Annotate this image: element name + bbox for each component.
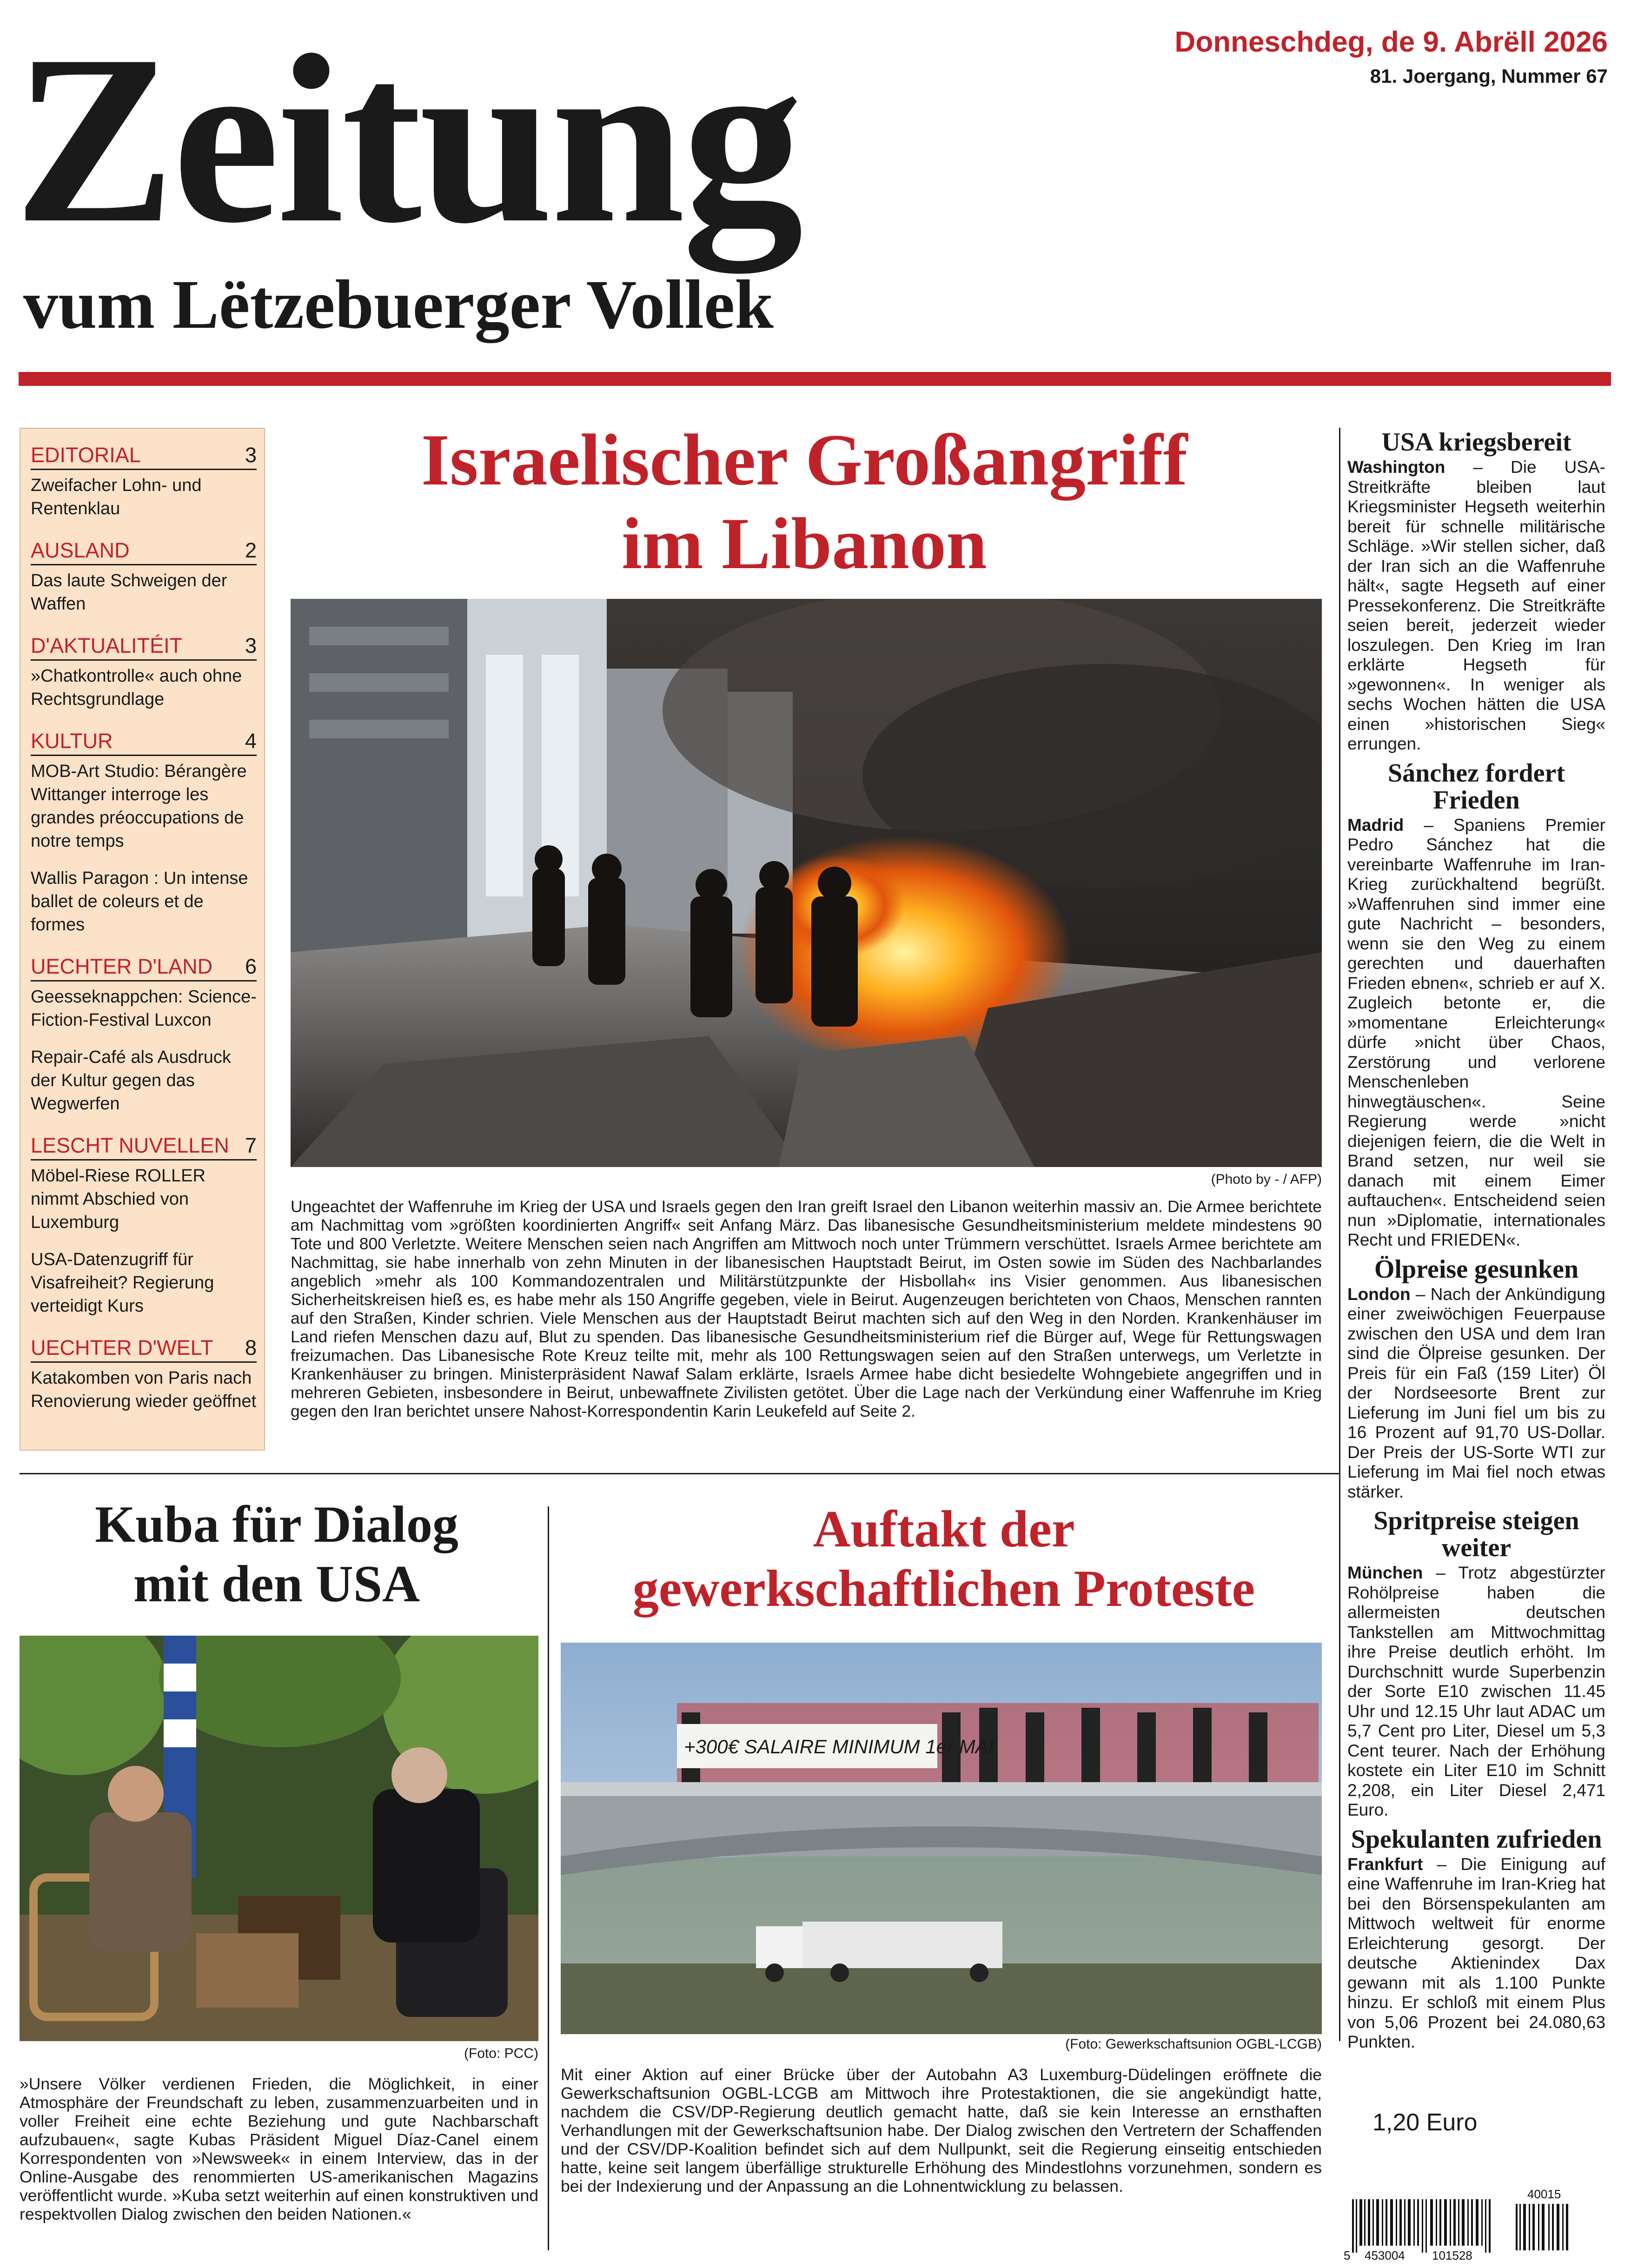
lead-headline-line2: im Libanon: [622, 503, 987, 584]
index-section-title: D'AKTUALITÉIT: [31, 634, 183, 657]
index-page: 4: [245, 729, 257, 753]
table-of-contents: [20, 428, 265, 1451]
kuba-headline-line1: Kuba für Dialog: [94, 1496, 459, 1553]
brief-item[interactable]: [1347, 429, 1605, 754]
index-page: 7: [245, 1134, 257, 1157]
index-section[interactable]: [31, 1335, 257, 1413]
brief-headline: Spritpreise steigen weiter: [1373, 1506, 1579, 1562]
index-item: Geesseknappchen: Science-Fiction-Festival Luxcon: [31, 987, 257, 1030]
brief-headline: Ölpreise gesunken: [1374, 1254, 1579, 1284]
barcode-digit: 5: [1344, 2248, 1351, 2262]
index-item: Zweifacher Lohn- und Rentenklau: [31, 476, 202, 518]
brief-dateline: Washington: [1347, 458, 1445, 477]
proteste-photo-credit: (Foto: Gewerkschaftsunion OGBL-LCGB): [1065, 2036, 1322, 2052]
lead-headline-line1: Israelischer Großangriff: [421, 419, 1188, 501]
kuba-headline[interactable]: [19, 1495, 535, 1614]
proteste-body: Mit einer Aktion auf einer Brücke über der Autobahn A3 Luxemburg-Düdelingen eröffnete die Gewerkschaftsunion OGBL-LCGB am Mittwoch ihre Protestaktionen, die sie angekündigt hatte, nachdem die CSV/DP-Regierung deutlich gemacht hatte, daß sie kein Interesse an ernsthaften Verhandlungen mit der Gewerkschaftsunion habe. Der Dialog zwischen den Vertretern der Schaffenden und der CSV/DP-Koalition befindet sich auf dem Nullpunkt, seit die Regierung einseitig entschieden hatte, keine seit langem überfällige strukturelle Erhöhung des Mindestlohns vorzunehmen, sondern es bei der Indexierung und der Anpassung an die Lohnentwicklung zu belassen.: [561, 2065, 1322, 2195]
brief-dateline: Madrid: [1347, 815, 1404, 835]
index-page: 3: [245, 634, 257, 657]
index-item: Möbel-Riese ROLLER nimmt Abschied von Luxemburg: [31, 1166, 206, 1232]
brief-headline: Spekulanten zufrieden: [1351, 1824, 1602, 1854]
cover-price: 1,20 Euro: [1372, 2109, 1478, 2136]
index-section-title: EDITORIAL: [31, 443, 141, 467]
brief-text: – Die Einigung auf eine Waffenruhe im Iran-Krieg hat bei den Börsenspekulanten am Mittwoch weltweit für enorme Erleichterung gesorgt. Der deutsche Aktienindex Dax gewann mit als 1.100 Punkte hinzu. Er schloß mit einem Plus von 5,06 Prozent bei 24.080,63 Punkten.: [1347, 1854, 1605, 2051]
lead-body: Ungeachtet der Waffenruhe im Krieg der USA und Israels gegen den Iran greift Israel den Libanon weiterhin massiv an. Die Armee berichtete am Nachmittag vom »größten koordinierten Angriff« seit Anfang März. Das libanesische Gesundheitsministerium meldete mindestens 90 Tote und 800 Verletzte. Weitere Menschen seien nach Angriffen am Mittwoch noch unter Trümmern verschüttet. Israels Armee berichtete am Nachmittag, sie habe innerhalb von zehn Minuten in der libanesischen Hauptstadt Beirut, im Osten sowie im Süden des Nachbarlandes angeblich »mehr als 100 Kommandozentralen und Militärstützpunkte der Hisbollah« ins Visier genommen. Aus libanesischen Sicherheitskreisen hieß es, es habe mehr als 150 Angriffe gegeben, viele in Beirut. Augenzeugen berichteten von Chaos, Menschen rannten auf den Straßen, Kinder schrien. Viele Menschen aus der Hauptstadt Beirut machten sich auf den Weg in den Norden. Krankenhäuser im Land riefen Menschen dazu auf, Blut zu spenden. Das libanesische Gesundheitsministerium rief die Bürger auf, Wege für Rettungswagen freizumachen. Das Libanesische Rote Kreuz teilte mit, mehr als 100 Rettungswagen seien auf den Straßen unterwegs, um Verletzte in Krankenhäuser zu bringen. Ministerpräsident Nawaf Salam erklärte, Israels Armee habe dicht besiedelte Wohngebiete angegriffen und in mehreren Gebieten, insbesondere in Beirut, unbewaffnete Zivilisten getötet. Über die Lage nach der Verkündung einer Waffenruhe im Krieg gegen den Iran berichtet unsere Nahost-Korrespondentin Karin Leukefeld auf Seite 2.: [291, 1197, 1322, 1420]
barcode-addon: 40015: [1527, 2187, 1561, 2201]
right-column-rule: [1339, 428, 1340, 2041]
index-page: 6: [245, 955, 257, 978]
barcode: [1344, 2185, 1604, 2264]
brief-text: – Nach der Ankündigung einer zweiwöchigen Feuerpause zwischen den USA und dem Iran sind die Ölpreise gesunken. Der Preis für ein Faß (159 Liter) Öl der Nordseesorte Brent zur Lieferung im Juni fiel um bis zu 16 Prozent auf 91,70 US-Dollar. Der Preis der US-Sorte WTI zur Lieferung im Mai fiel noch etwas stärker.: [1347, 1284, 1605, 1501]
index-section-title: LESCHT NUVELLEN: [31, 1134, 229, 1157]
index-item: Das laute Schweigen der Waffen: [31, 571, 227, 614]
brief-text: – Spaniens Premier Pedro Sánchez hat die vereinbarte Waffenruhe im Iran-Krieg zurückhaltend begrüßt. »Waffenruhen sind immer eine gute Nachricht – besonders, wenn sie den Weg zu einem gerechten und dauerhaften Frieden ebnen«, schrieb er auf X. Zugleich betonte er, die »momentane Erleichterung« dürfe »nicht über Chaos, Zerstörung und verlorene Menschenleben hinwegtäuschen«. Seine Regierung werde »nicht diejenigen feiern, die die Welt in Brand setzen, nur weil sie danach mit einem Eimer auftauchen«. Entscheidend seien nun »Diplomatie, internationales Recht und FRIEDEN«.: [1347, 815, 1605, 1249]
index-section[interactable]: [31, 633, 257, 711]
brief-item[interactable]: [1347, 1826, 1605, 2052]
index-section-title: AUSLAND: [31, 538, 130, 562]
index-item: USA-Datenzugriff für Visafreiheit? Regierung verteidigt Kurs: [31, 1250, 214, 1316]
barcode-right: 101528: [1432, 2248, 1472, 2262]
index-item: Wallis Paragon : Un intense ballet de coleurs et de formes: [31, 869, 248, 935]
index-section[interactable]: [31, 538, 257, 616]
index-section[interactable]: [31, 443, 257, 520]
proteste-photo: [561, 1643, 1322, 2034]
masthead-rule: [19, 372, 1611, 386]
section-divider: [20, 1473, 1339, 1474]
index-page: 3: [245, 443, 257, 467]
brief-text: – Trotz abgestürzter Rohölpreise haben die allermeisten deutschen Tankstellen am Mittwochmittag ihre Preise deutlich erhöht. Im Durchschnitt wurde Superbenzin der Sorte E10 zwischen 11.45 Uhr und 12.15 Uhr laut ADAC um 5,7 Cent pro Liter, Diesel um 5,3 Cent teurer. Nach der Erhöhung kostete ein Liter E10 im Schnitt 2,208, ein Liter Diesel 2,471 Euro.: [1347, 1563, 1605, 1819]
barcode-bars: [1344, 2185, 1604, 2264]
column-divider: [548, 1506, 549, 2250]
masthead-title: Zeitung: [14, 6, 801, 273]
brief-item[interactable]: [1347, 760, 1605, 1250]
index-item: MOB-Art Studio: Bérangère Wittanger interroge les grandes préoccupations de notre temps: [31, 762, 247, 851]
proteste-headline-line2: gewerkschaftlichen Proteste: [632, 1560, 1255, 1618]
lead-photo: [291, 599, 1322, 1167]
index-section-title: UECHTER D'WELT: [31, 1336, 213, 1359]
index-item: Repair-Café als Ausdruck der Kultur gegen das Wegwerfen: [31, 1048, 231, 1114]
proteste-headline-line1: Auftakt der: [813, 1500, 1075, 1558]
brief-item[interactable]: [1347, 1256, 1605, 1502]
brief-item[interactable]: [1347, 1507, 1605, 1820]
kuba-photo: [20, 1636, 538, 2041]
index-section[interactable]: [31, 954, 257, 1115]
index-section[interactable]: [31, 729, 257, 936]
brief-text: – Die USA-Streitkräfte bleiben laut Kriegsminister Hegseth weiterhin bereit für schnelle militärische Schläge. »Wir stellen sicher, daß der Iran sich an die Waffenruhe hält«, sagte Hegseth auf einer Pressekonferenz. Die Streitkräfte seien bereit, jederzeit wieder loszulegen. Den Krieg im Iran erklärte Hegseth für »gewonnen«. In weniger als sechs Wochen hätten die USA einen »historischen Sieg« errungen.: [1347, 458, 1605, 753]
brief-headline: Sánchez fordert Frieden: [1387, 758, 1565, 815]
index-section[interactable]: [31, 1133, 257, 1318]
lead-headline[interactable]: [279, 418, 1330, 586]
index-item: Katakomben von Paris nach Renovierung wieder geöffnet: [31, 1368, 257, 1411]
masthead-subtitle: vum Lëtzebuerger Vollek: [23, 266, 774, 343]
brief-headline: USA kriegsbereit: [1381, 428, 1571, 457]
barcode-left: 453004: [1365, 2248, 1405, 2262]
brief-dateline: München: [1347, 1563, 1423, 1582]
issue-number: 81. Joergang, Nummer 67: [1370, 65, 1608, 87]
news-in-brief: [1347, 423, 1605, 2052]
kuba-photo-credit: (Foto: PCC): [464, 2046, 538, 2061]
brief-dateline: London: [1347, 1284, 1411, 1304]
kuba-photo-image: [20, 1636, 538, 2041]
index-page: 2: [245, 538, 257, 562]
index-item: »Chatkontrolle« auch ohne Rechtsgrundlage: [31, 666, 242, 709]
proteste-headline[interactable]: [558, 1499, 1330, 1618]
issue-date: Donneschdeg, de 9. Abrëll 2026: [1174, 26, 1608, 58]
brief-dateline: Frankfurt: [1347, 1854, 1423, 1874]
index-section-title: KULTUR: [31, 729, 113, 753]
kuba-body: »Unsere Völker verdienen Frieden, die Möglichkeit, in einer Atmosphäre der Freundschaft zu leben, zusammenzuarbeiten und in voller Freiheit eine echte Beziehung und gute Nachbarschaft aufzubauen«, sagte Kubas Präsident Miguel Díaz-Canel einem Korrespondenten von »Newsweek« in einem Interview, das in der Online-Ausgabe des renommierten US-amerikanischen Magazins veröffentlicht wurde. »Kuba setzt weiterhin auf einen konstruktiven und respektvollen Dialog zwischen den beiden Nationen.«: [20, 2075, 538, 2223]
lead-photo-credit: (Photo by - / AFP): [1211, 1172, 1322, 1187]
proteste-photo-image: [561, 1643, 1322, 2034]
index-page: 8: [245, 1336, 257, 1359]
lead-photo-image: [291, 599, 1322, 1167]
protest-banner-text: +300€ SALAIRE MINIMUM 1er MAI: [684, 1736, 994, 1757]
index-section-title: UECHTER D'LAND: [31, 955, 213, 978]
kuba-headline-line2: mit den USA: [133, 1555, 420, 1613]
